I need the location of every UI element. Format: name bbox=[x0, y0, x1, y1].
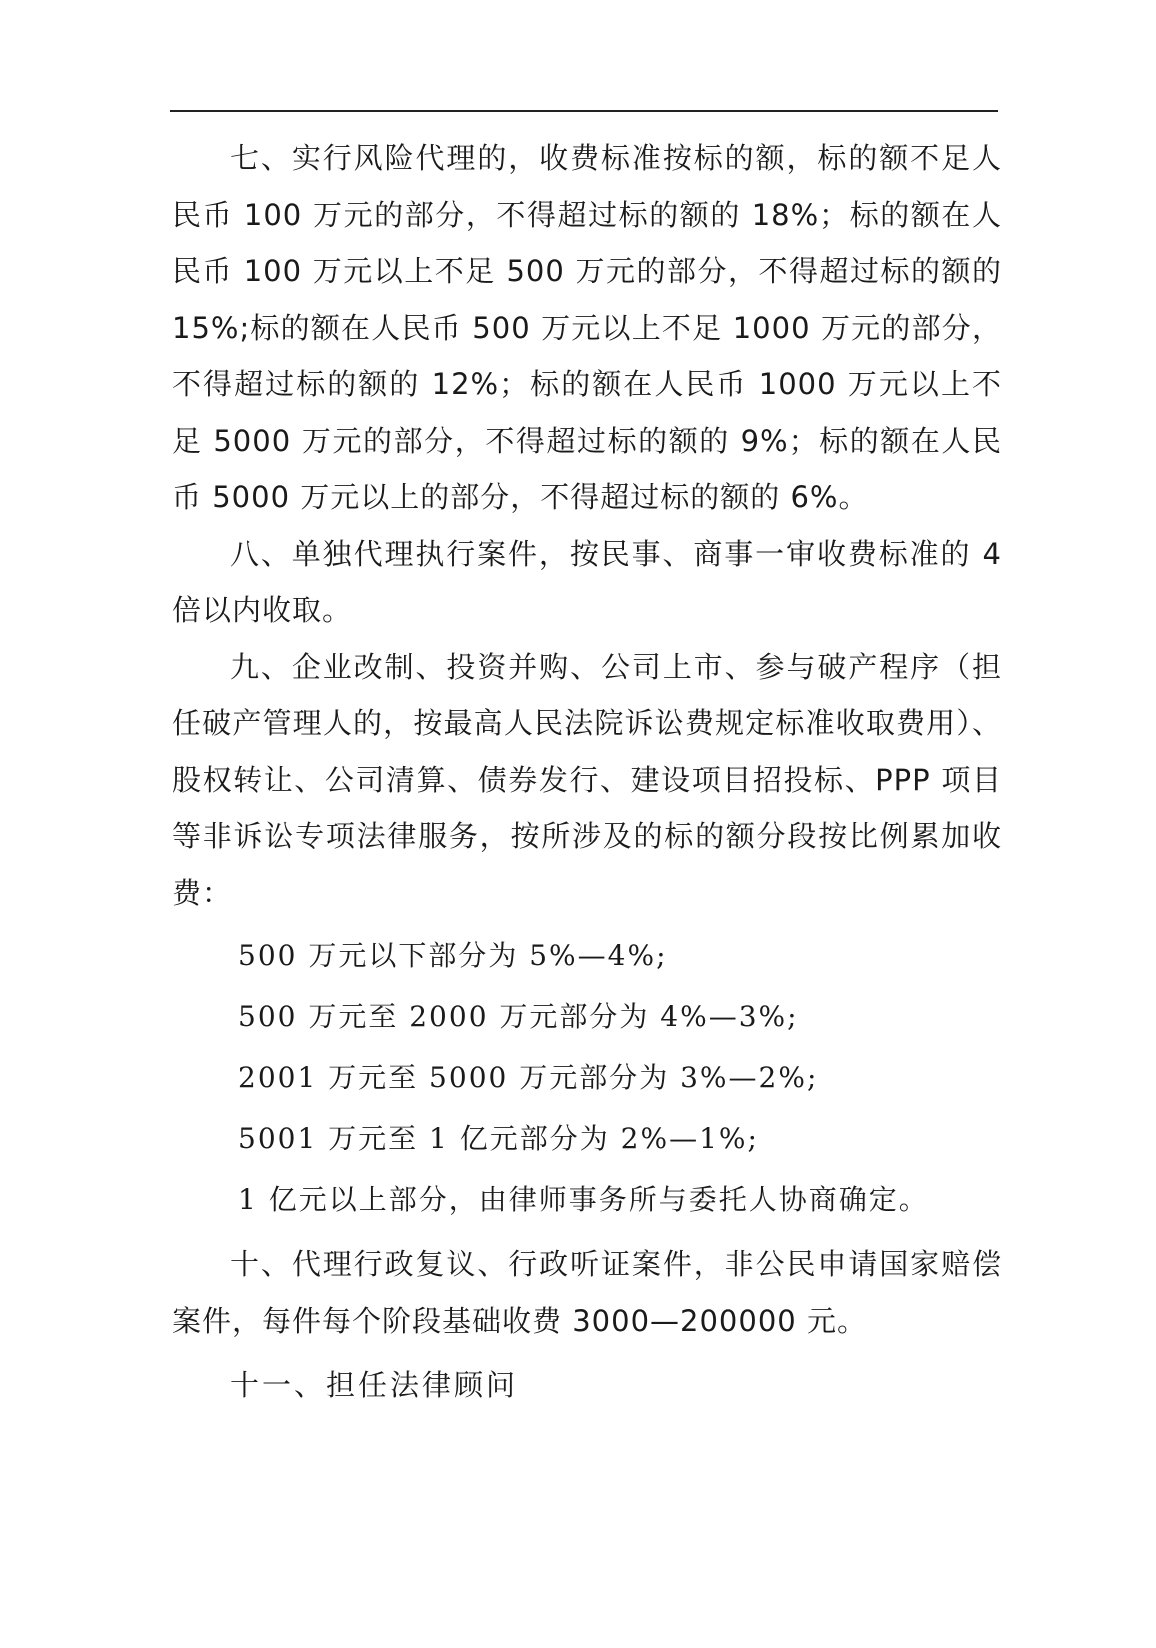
fee-tier-item: 2001 万元至 5000 万元部分为 3%—2%; bbox=[238, 1061, 819, 1094]
paragraph-eleven-legal-counsel: 十一、担任法律顾问 bbox=[230, 1368, 519, 1402]
fee-tier-item: 1 亿元以上部分，由律师事务所与委托人协商确定。 bbox=[238, 1183, 929, 1216]
paragraph-seven-risk-agency: 七、实行风险代理的，收费标准按标的额，标的额不足人民币 100 万元的部分，不得超过标的额的 18%；标的额在人民币 100 万元以上不足 500 万元的部分，不得超过标的额的 15%;标的额在人民币 500 万元以上不足 1000 万元的部分，不得超过标的额的 12%；标的额在人民币 1000 万元以上不足 5000 万元的部分，不得超过标的额的 9%；标的额在人民币 5000 万元以上的部分，不得超过标的额的 6%。 bbox=[172, 141, 1002, 514]
paragraph-nine-non-litigation: 九、企业改制、投资并购、公司上市、参与破产程序（担任破产管理人的，按最高人民法院诉讼费规定标准收取费用）、股权转让、公司清算、债券发行、建设项目招投标、PPP 项目等非诉讼专项法律服务，按所涉及的标的额分段按比例累加收费： bbox=[172, 649, 1002, 910]
paragraph-eight-enforcement: 八、单独代理执行案件，按民事、商事一审收费标准的 4 倍以内收取。 bbox=[172, 536, 1002, 627]
fee-tier-item: 500 万元至 2000 万元部分为 4%—3%; bbox=[238, 1000, 799, 1033]
document-body bbox=[172, 130, 1002, 1415]
fee-tier-item: 500 万元以下部分为 5%—4%; bbox=[238, 939, 668, 972]
header-rule bbox=[170, 110, 998, 112]
paragraph-ten-administrative: 十、代理行政复议、行政听证案件，非公民申请国家赔偿案件，每件每个阶段基础收费 3000—200000 元。 bbox=[172, 1247, 1002, 1338]
fee-tier-item: 5001 万元至 1 亿元部分为 2%—1%; bbox=[238, 1122, 759, 1155]
